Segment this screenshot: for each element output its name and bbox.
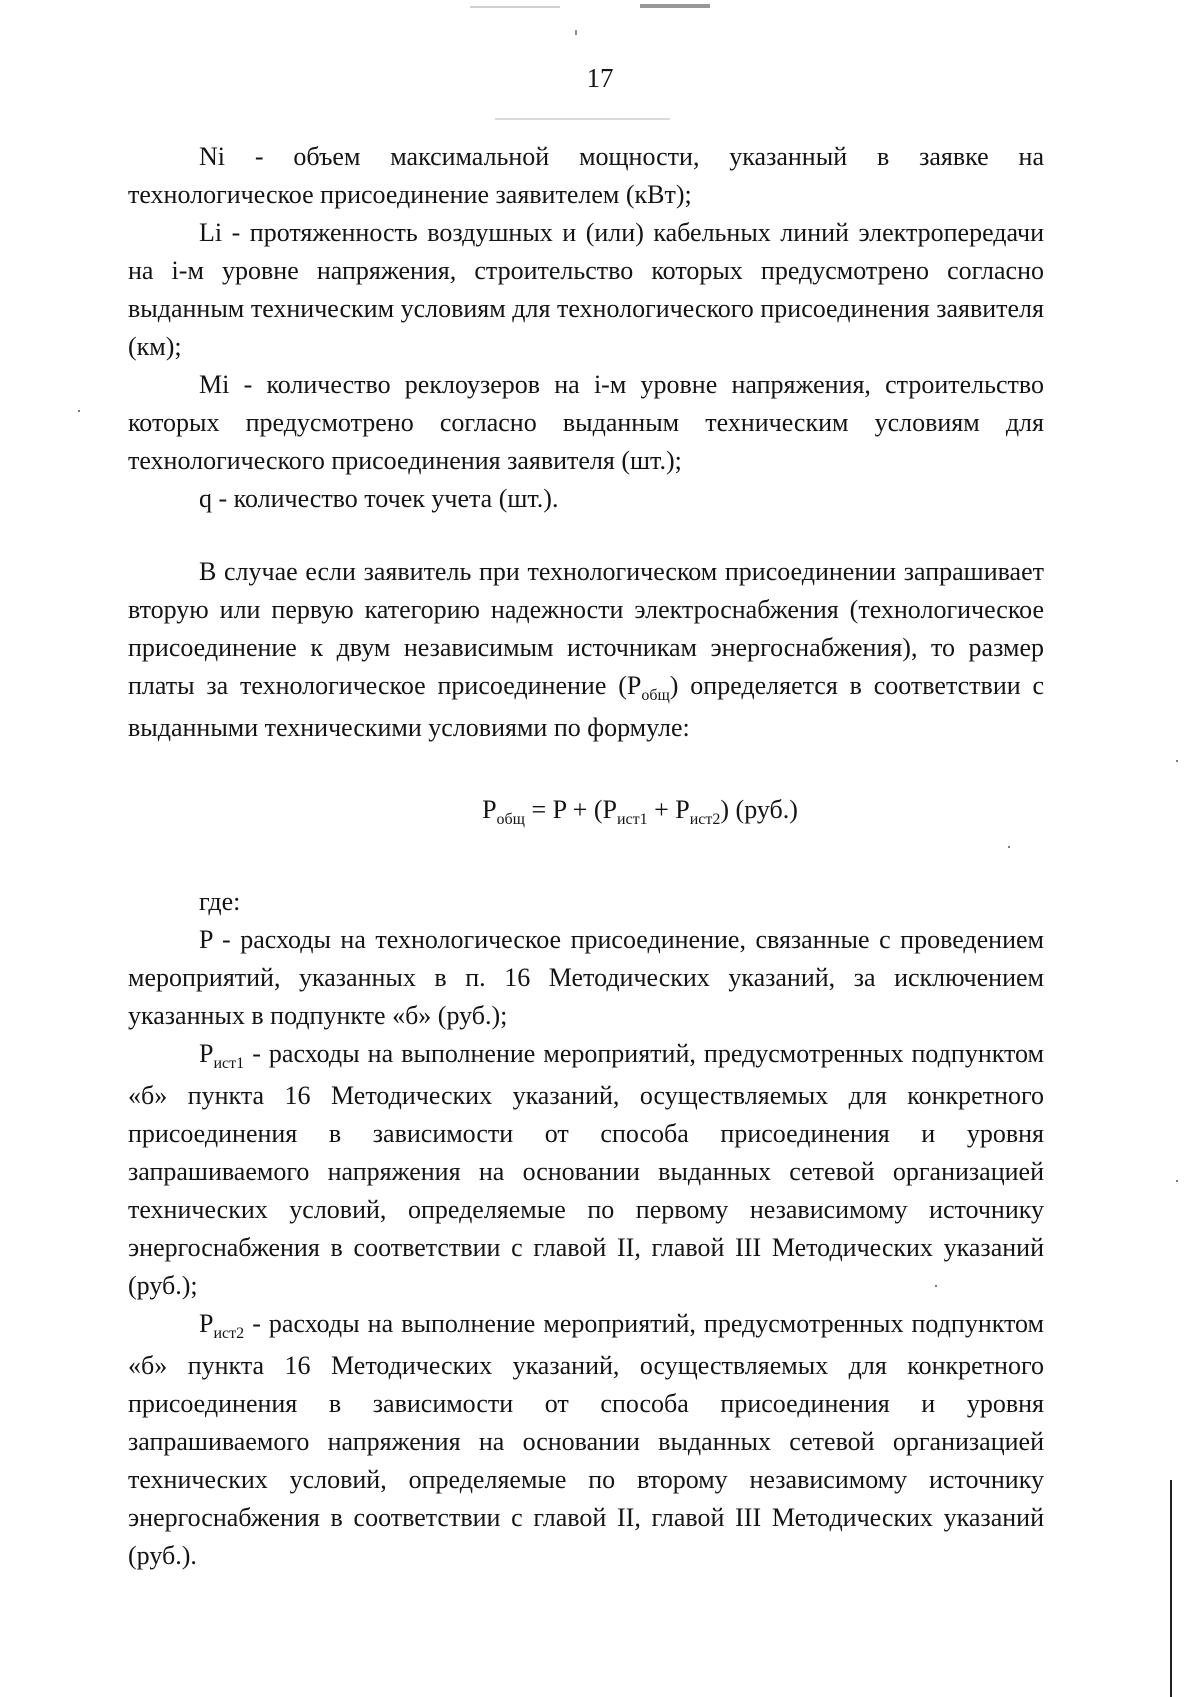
case-symbol: P — [626, 671, 642, 700]
formula-sub-2: ист2 — [689, 811, 721, 828]
case-intro-text: В случае если заявитель при технологическом присоединении запрашивает вторую или первую категорию надежности электроснабжения (технологическое присоединение к двум независимым источникам энергоснабжения), то размер платы за технологическое присоединение ( — [128, 557, 1044, 700]
scan-artifact — [575, 30, 577, 35]
p-ist2-text: - расходы на выполнение мероприятий, предусмотренных подпунктом «б» пункта 16 Методических указаний, осуществляемых для конкретного присоединения в зависимости от способа присоединения и уровня запрашиваемого напряжения на основании выданных сетевой организацией технических условий, определяемые по второму независимому источнику энергоснабжения в соответствии с главой II, главой III Методических указаний (руб.). — [128, 1309, 1044, 1570]
formula-tail: ) (руб.) — [720, 795, 798, 824]
paragraph-ni: Ni - объем максимальной мощности, указанный в заявке на технологическое присоединение заявителем (кВт); — [128, 142, 1044, 209]
page-number: 17 — [586, 63, 614, 93]
paragraph-p-def: P - расходы на технологическое присоединение, связанные с проведением мероприятий, указанных в п. 16 Методических указаний, за исключением указанных в подпункте «б» (руб.); — [128, 925, 1044, 1030]
p-ist1-symbol: P — [199, 1039, 214, 1068]
p-ist2-subscript: ист2 — [213, 1325, 245, 1342]
scan-speck — [935, 1285, 937, 1287]
scan-edge-line — [1170, 1480, 1172, 1697]
paragraph-p-ist2 — [128, 1305, 1044, 1575]
scan-speck — [78, 410, 80, 412]
paragraph-case — [128, 553, 1044, 747]
scan-speck — [1008, 846, 1010, 848]
paragraph-q: q - количество точек учета (шт.). — [199, 484, 559, 513]
scan-speck — [1176, 1180, 1178, 1182]
paragraph-mi: Mi - количество реклоузеров на i-м уровне напряжения, строительство которых предусмотрено согласно выданным техническим условиям для технологического присоединения заявителя (шт.); — [128, 370, 1044, 475]
p-ist1-text: - расходы на выполнение мероприятий, предусмотренных подпунктом «б» пункта 16 Методических указаний, осуществляемых для конкретного присоединения в зависимости от способа присоединения и уровня запрашиваемого напряжения на основании выданных сетевой организацией технических условий, определяемые по первому независимому источнику энергоснабжения в соответствии с главой II, главой III Методических указаний (руб.); — [128, 1039, 1044, 1300]
formula-plus: + P — [647, 795, 690, 824]
p-ist1-subscript: ист1 — [213, 1055, 245, 1072]
scan-artifact — [470, 6, 560, 8]
formula-symbol: P — [482, 795, 497, 824]
paragraph-p-ist1 — [128, 1035, 1044, 1305]
paragraph-where: где: — [199, 887, 241, 916]
case-rest-text: ) определяется в соответствии с выданными техническими условиями по формуле: — [128, 671, 1045, 742]
p-ist2-symbol: P — [199, 1309, 214, 1338]
case-subscript: общ — [641, 687, 670, 704]
formula-middle: = P + (P — [525, 795, 617, 824]
document-body — [128, 138, 1044, 1575]
scan-speck — [1176, 760, 1178, 762]
paragraph-li: Li - протяженность воздушных и (или) кабельных линий электропередачи на i-м уровне напряжения, строительство которых предусмотрено согласно выданным техническим условиям для технологического присоединения заявителя (км); — [128, 218, 1044, 361]
formula-sub-1: ист1 — [616, 811, 648, 828]
formula — [128, 791, 1044, 833]
formula-sub-total: общ — [496, 811, 525, 828]
scan-artifact — [495, 118, 670, 120]
scan-artifact — [640, 4, 710, 8]
